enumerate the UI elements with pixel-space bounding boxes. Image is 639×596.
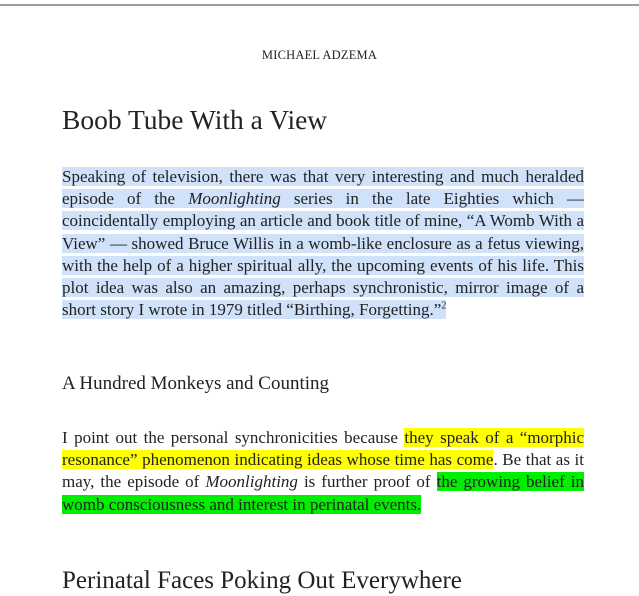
text-selection[interactable] (62, 167, 584, 319)
top-divider (0, 4, 639, 6)
text-run: is further proof of (297, 472, 437, 492)
yellow-highlight[interactable]: they speak of a “morphic resonance” phenomenon indicating ideas whose time has come (62, 428, 584, 470)
section-heading-perinatal-faces: Perinatal Faces Poking Out Everywhere (62, 567, 462, 594)
paragraph-synchronicities[interactable] (62, 427, 584, 516)
italic-title: Moonlighting (188, 189, 281, 209)
text-run: Speaking of television, there was that very interesting and much heralded episode of the (62, 167, 584, 209)
footnote-marker[interactable]: 2 (441, 300, 447, 312)
text-run: . Be that as it may, the episode of (62, 450, 585, 492)
section-heading-boob-tube: Boob Tube With a View (62, 104, 328, 135)
green-highlight[interactable]: the growing belief in womb consciousness and interest in perinatal events. (62, 472, 584, 514)
text-run: I point out the personal synchronicities because (62, 428, 405, 447)
text-run: series in the late Eighties which — coincidentally employing an article and book title of mine, “A Womb With a View” — showed Bruce Willis in a womb-like enclosure as a fetus viewing, with the help of a higher spiritual ally, the upcoming events of his life. This plot idea was also an amazing, perhaps synchronistic, mirror image of a short story I wrote in 1979 titled “Birthing, Forgetting.” (62, 189, 585, 320)
paragraph-television[interactable] (62, 166, 584, 321)
running-header: MICHAEL ADZEMA (261, 48, 378, 62)
section-heading-hundred-monkeys: A Hundred Monkeys and Counting (62, 373, 330, 394)
italic-title: Moonlighting (205, 472, 298, 492)
